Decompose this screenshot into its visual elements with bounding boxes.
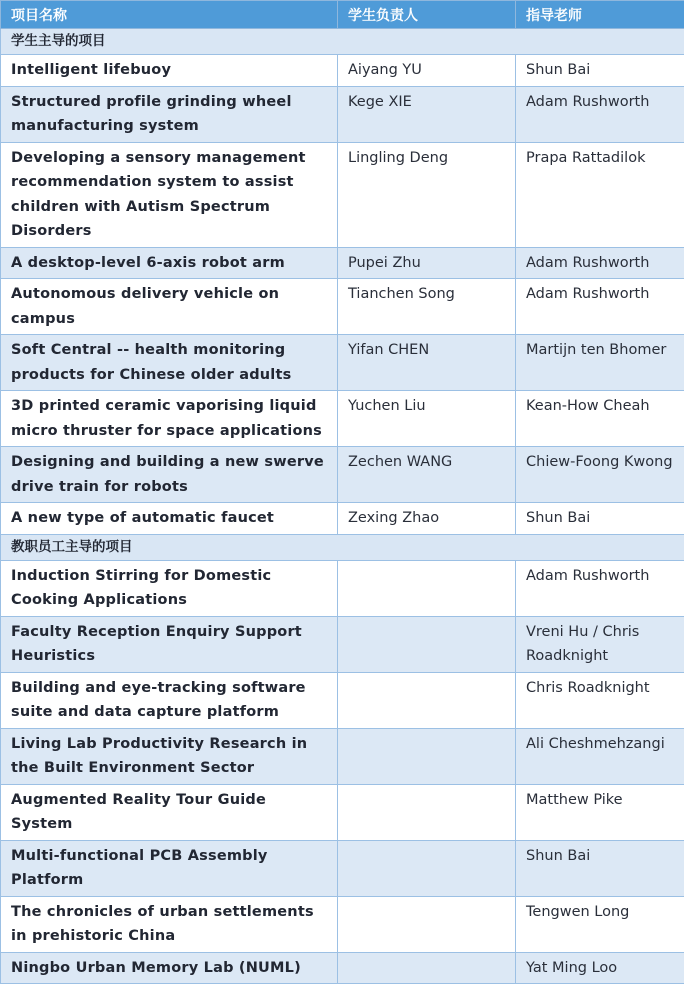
- table-row: [1, 560, 684, 616]
- student-lead: Lingling Deng: [338, 142, 516, 247]
- supervisor: Shun Bai: [516, 503, 684, 535]
- project-name: A new type of automatic faucet: [1, 503, 338, 535]
- header-row: [1, 1, 684, 29]
- column-header-supervisor: 指导老师: [516, 1, 684, 29]
- student-lead: Yuchen Liu: [338, 391, 516, 447]
- project-name: Induction Stirring for Domestic Cooking Applications: [1, 560, 338, 616]
- table-row: [1, 142, 684, 247]
- project-name: Multi-functional PCB Assembly Platform: [1, 840, 338, 896]
- project-name: Living Lab Productivity Research in the Built Environment Sector: [1, 728, 338, 784]
- student-lead: [338, 728, 516, 784]
- project-name: Autonomous delivery vehicle on campus: [1, 279, 338, 335]
- table-row: [1, 391, 684, 447]
- supervisor: Adam Rushworth: [516, 279, 684, 335]
- table-row: [1, 840, 684, 896]
- supervisor: Chris Roadknight: [516, 672, 684, 728]
- table-row: [1, 784, 684, 840]
- table-row: [1, 335, 684, 391]
- student-lead: Zexing Zhao: [338, 503, 516, 535]
- supervisor: Adam Rushworth: [516, 86, 684, 142]
- table-row: [1, 672, 684, 728]
- table-row: [1, 279, 684, 335]
- project-name: Ningbo Urban Memory Lab (NUML): [1, 952, 338, 984]
- table-row: [1, 952, 684, 984]
- table-row: [1, 503, 684, 535]
- student-lead: Zechen WANG: [338, 447, 516, 503]
- supervisor: Adam Rushworth: [516, 560, 684, 616]
- supervisor: Ali Cheshmehzangi: [516, 728, 684, 784]
- project-name: Soft Central -- health monitoring products for Chinese older adults: [1, 335, 338, 391]
- project-name: Structured profile grinding wheel manufacturing system: [1, 86, 338, 142]
- column-header-student-lead: 学生负责人: [338, 1, 516, 29]
- project-name: Building and eye-tracking software suite and data capture platform: [1, 672, 338, 728]
- project-name: Designing and building a new swerve drive train for robots: [1, 447, 338, 503]
- supervisor: Yat Ming Loo: [516, 952, 684, 984]
- student-lead: [338, 784, 516, 840]
- supervisor: Matthew Pike: [516, 784, 684, 840]
- student-lead: [338, 952, 516, 984]
- project-name: Intelligent lifebuoy: [1, 55, 338, 87]
- supervisor: Kean-How Cheah: [516, 391, 684, 447]
- supervisor: Tengwen Long: [516, 896, 684, 952]
- table-row: [1, 55, 684, 87]
- student-lead: Tianchen Song: [338, 279, 516, 335]
- table-row: [1, 728, 684, 784]
- section-title: 学生主导的项目: [1, 29, 684, 55]
- supervisor: Adam Rushworth: [516, 247, 684, 279]
- student-lead: [338, 616, 516, 672]
- project-name: A desktop-level 6-axis robot arm: [1, 247, 338, 279]
- section-row: [1, 29, 684, 55]
- supervisor: Chiew-Foong Kwong: [516, 447, 684, 503]
- student-lead: [338, 840, 516, 896]
- supervisor: Vreni Hu / Chris Roadknight: [516, 616, 684, 672]
- student-lead: [338, 560, 516, 616]
- project-name: 3D printed ceramic vaporising liquid micro thruster for space applications: [1, 391, 338, 447]
- supervisor: Martijn ten Bhomer: [516, 335, 684, 391]
- student-lead: [338, 896, 516, 952]
- table-row: [1, 86, 684, 142]
- supervisor: Prapa Rattadilok: [516, 142, 684, 247]
- student-lead: Yifan CHEN: [338, 335, 516, 391]
- table-row: [1, 247, 684, 279]
- student-lead: Aiyang YU: [338, 55, 516, 87]
- table-row: [1, 616, 684, 672]
- student-lead: Pupei Zhu: [338, 247, 516, 279]
- project-name: The chronicles of urban settlements in prehistoric China: [1, 896, 338, 952]
- project-name: Developing a sensory management recommendation system to assist children with Autism Spectrum Disorders: [1, 142, 338, 247]
- project-name: Faculty Reception Enquiry Support Heuristics: [1, 616, 338, 672]
- table-row: [1, 896, 684, 952]
- supervisor: Shun Bai: [516, 55, 684, 87]
- column-header-project: 项目名称: [1, 1, 338, 29]
- table-row: [1, 447, 684, 503]
- student-lead: [338, 672, 516, 728]
- project-name: Augmented Reality Tour Guide System: [1, 784, 338, 840]
- section-row: [1, 534, 684, 560]
- supervisor: Shun Bai: [516, 840, 684, 896]
- student-lead: Kege XIE: [338, 86, 516, 142]
- section-title: 教职员工主导的项目: [1, 534, 684, 560]
